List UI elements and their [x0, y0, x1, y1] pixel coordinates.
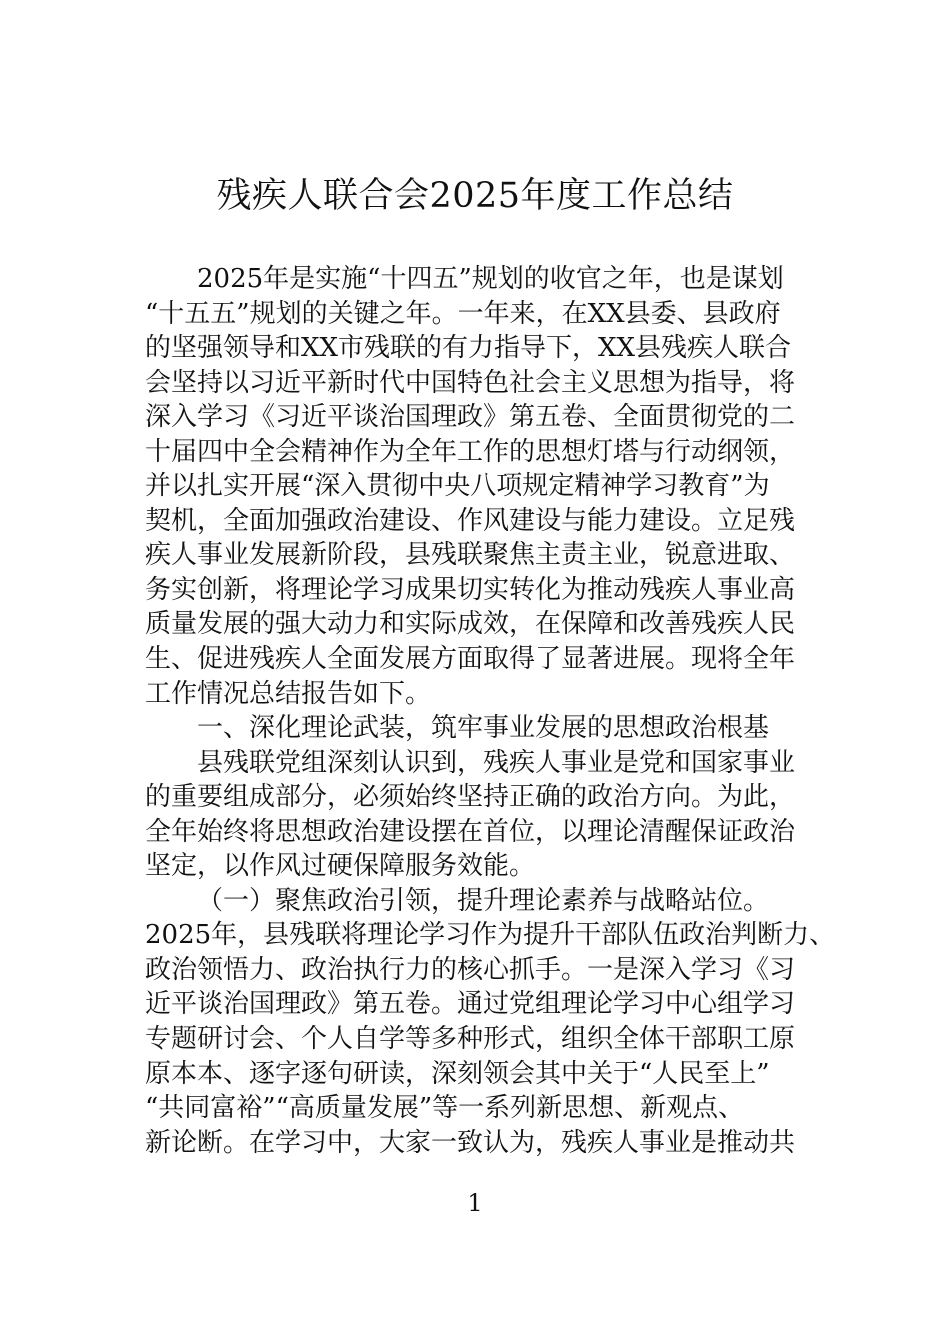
paragraph-line: 原本本、逐字逐句研读，深刻领会其中关于“人民至上”: [145, 1058, 770, 1089]
paragraph-line: 务实创新，将理论学习成果切实转化为推动残疾人事业高: [145, 574, 796, 605]
paragraph-line: 县残联党组深刻认识到，残疾人事业是党和国家事业: [197, 747, 796, 778]
paragraph-line: 的重要组成部分，必须始终坚持正确的政治方向。为此，: [145, 782, 796, 813]
document-body: [145, 262, 836, 1160]
paragraph-line: 契机，全面加强政治建设、作风建设与能力建设。立足残: [145, 505, 796, 536]
paragraph-line: 工作情况总结报告如下。: [145, 678, 432, 709]
paragraph-line: 会坚持以习近平新时代中国特色社会主义思想为指导，将: [145, 367, 796, 398]
paragraph-line: 新论断。在学习中，大家一致认为，残疾人事业是推动共: [145, 1127, 796, 1158]
subsection-heading: （一）聚焦政治引领，提升理论素养与战略站位。: [197, 885, 770, 916]
paragraph-line: 并以扎实开展“深入贯彻中央八项规定精神学习教育”为: [145, 471, 770, 502]
section-heading: 一、深化理论武装，筑牢事业发展的思想政治根基: [197, 713, 770, 744]
paragraph-line: 政治领悟力、政治执行力的核心抓手。一是深入学习《习: [145, 954, 796, 985]
paragraph-line: 2025年，县残联将理论学习作为提升干部队伍政治判断力、: [145, 920, 836, 951]
paragraph-line: 的坚强领导和XX市残联的有力指导下，XX县残疾人联合: [145, 333, 792, 364]
paragraph-line: 坚定，以作风过硬保障服务效能。: [145, 851, 536, 882]
paragraph-line: 2025年是实施“十四五”规划的收官之年，也是谋划: [197, 264, 784, 294]
paragraph-line: 全年始终将思想政治建设摆在首位，以理论清醒保证政治: [145, 816, 796, 847]
paragraph-line: “共同富裕”“高质量发展”等一系列新思想、新观点、: [145, 1093, 745, 1124]
paragraph-line: 生、促进残疾人全面发展方面取得了显著进展。现将全年: [145, 644, 796, 675]
paragraph-line: “十五五”规划的关键之年。一年来，在XX县委、县政府: [145, 298, 781, 329]
paragraph-line: 质量发展的强大动力和实际成效，在保障和改善残疾人民: [145, 609, 796, 640]
paragraph-line: 疾人事业发展新阶段，县残联聚焦主责主业，锐意进取、: [145, 540, 796, 571]
paragraph-line: 十届四中全会精神作为全年工作的思想灯塔与行动纲领，: [145, 436, 796, 467]
page-number: 1: [467, 1189, 483, 1217]
paragraph-line: 深入学习《习近平谈治国理政》第五卷、全面贯彻党的二: [145, 402, 796, 433]
document-title: 残疾人联合会2025年度工作总结: [216, 176, 734, 216]
paragraph-line: 近平谈治国理政》第五卷。通过党组理论学习中心组学习: [145, 989, 796, 1020]
paragraph-line: 专题研讨会、个人自学等多种形式，组织全体干部职工原: [145, 1024, 796, 1055]
